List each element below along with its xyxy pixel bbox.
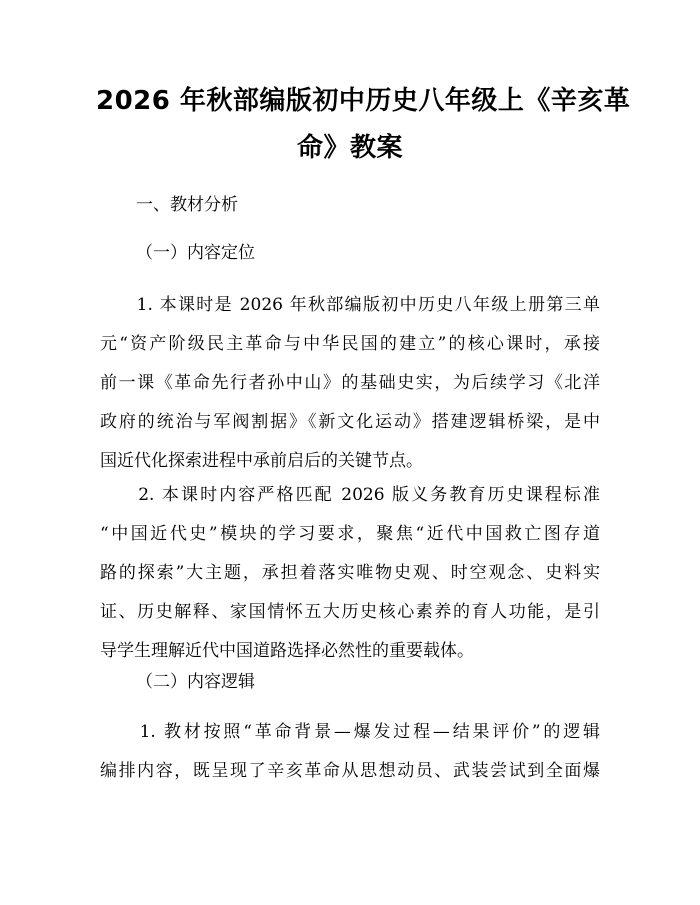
paragraph-line: 路的探索”大主题，承担着落实唯物史观、时空观念、史料实 <box>100 563 600 583</box>
paragraph-line: 前一课《革命先行者孙中山》的基础史实，为后续学习《北洋 <box>100 373 600 393</box>
subsection-heading-content-positioning: （一）内容定位 <box>136 243 255 263</box>
paragraph-line: 1. 本课时是 2026 年秋部编版初中历史八年级上册第三单 <box>100 295 600 315</box>
paragraph-1 <box>100 286 600 481</box>
paragraph-line: 2. 本课时内容严格匹配 2026 版义务教育历史课程标准 <box>100 485 600 505</box>
paragraph-line: 1. 教材按照“革命背景—爆发过程—结果评价”的逻辑 <box>100 722 600 742</box>
paragraph-line: “中国近代史”模块的学习要求，聚焦“近代中国救亡图存道 <box>100 524 600 544</box>
paragraph-line: 导学生理解近代中国道路选择必然性的重要载体。 <box>100 641 474 661</box>
title-line: 命》教案 <box>296 133 403 163</box>
section-heading-teaching-material-analysis: 一、教材分析 <box>136 195 238 215</box>
paragraph-2 <box>100 476 600 671</box>
paragraph-line: 国近代化探索进程中承前启后的关键节点。 <box>100 451 423 471</box>
subsection-heading-content-logic: （二）内容逻辑 <box>136 672 255 692</box>
document-title <box>96 78 631 172</box>
title-line: 2026 年秋部编版初中历史八年级上《辛亥革 <box>96 86 631 116</box>
paragraph-line: 元“资产阶级民主革命与中华民国的建立”的核心课时，承接 <box>100 334 600 354</box>
paragraph-line: 证、历史解释、家国情怀五大历史核心素养的育人功能，是引 <box>100 602 600 622</box>
paragraph-line: 编排内容，既呈现了辛亥革命从思想动员、武装尝试到全面爆 <box>100 761 600 781</box>
paragraph-3 <box>100 713 600 791</box>
paragraph-line: 政府的统治与军阀割据》《新文化运动》搭建逻辑桥梁，是中 <box>100 412 600 432</box>
